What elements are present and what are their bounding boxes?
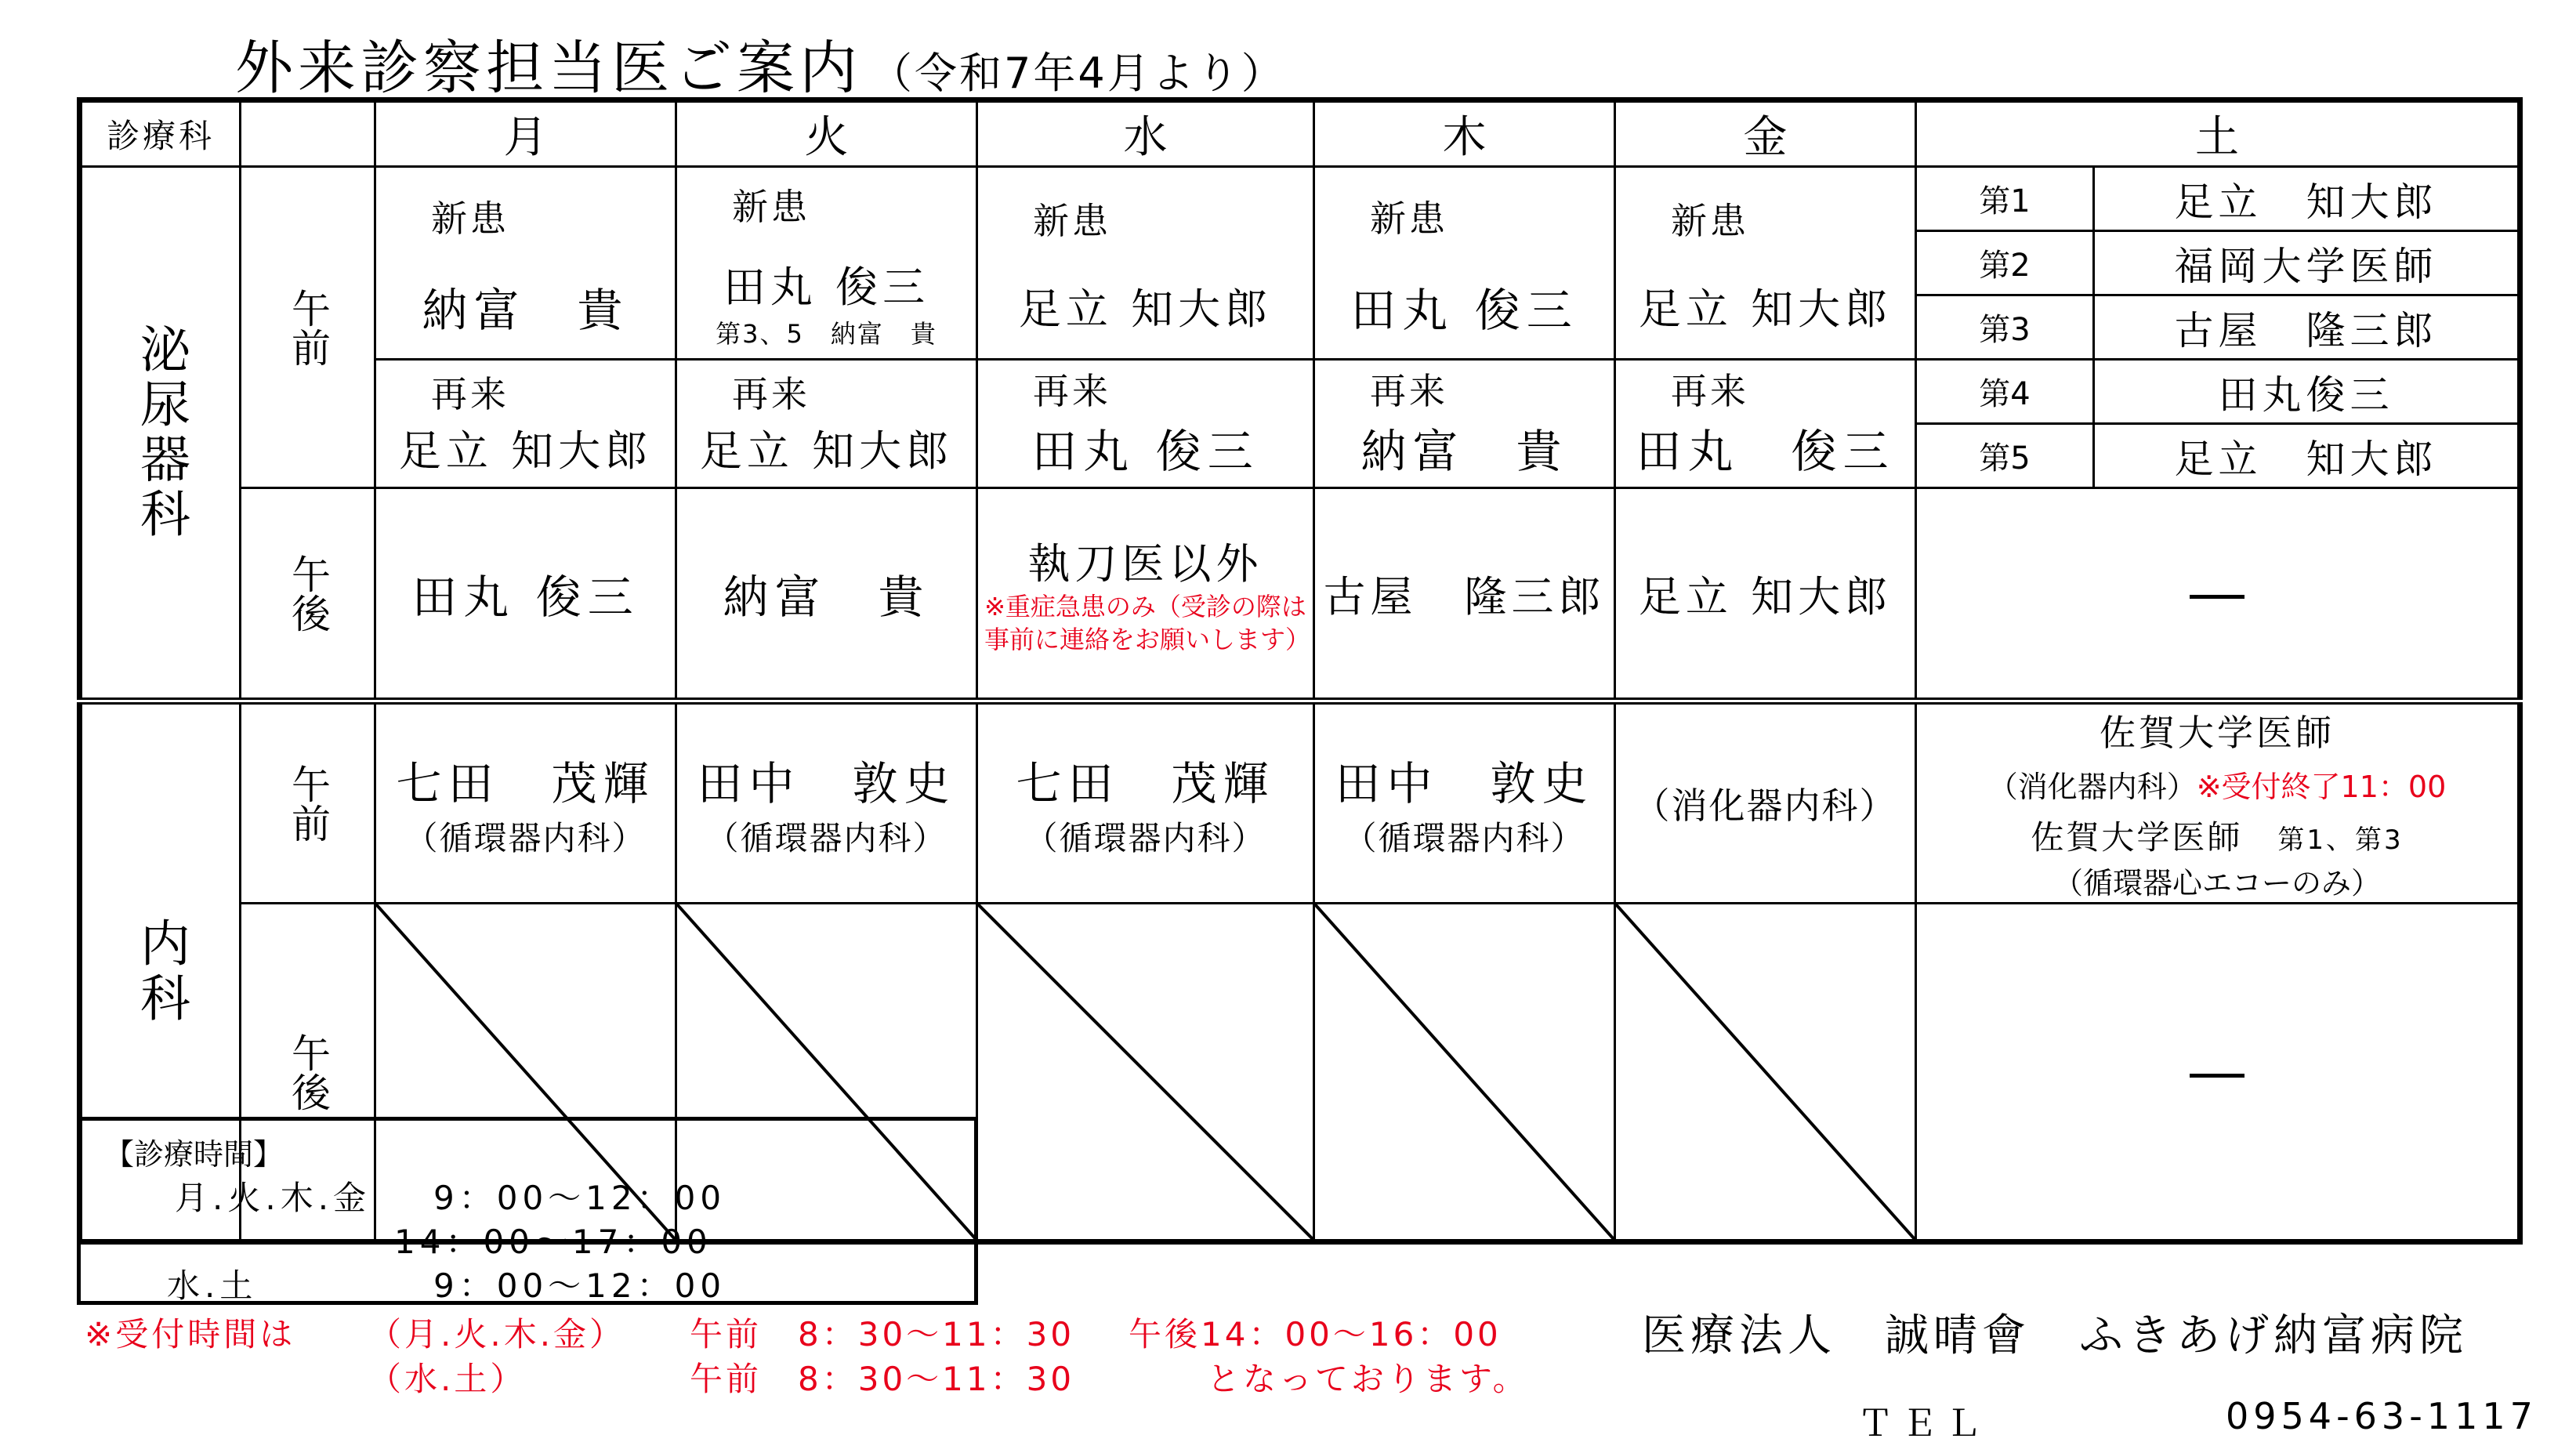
reception-days-1: （月.火.木.金） bbox=[368, 1315, 626, 1353]
internal-am-fri bbox=[1615, 701, 1916, 904]
urology-pm-mon: 田丸 俊三 bbox=[375, 488, 676, 701]
day-header-tue: 火 bbox=[676, 100, 977, 167]
reception-am-1: 午前 8：30～11：30 bbox=[690, 1315, 1075, 1353]
hours-days-1: 月.火.木.金 bbox=[175, 1179, 371, 1217]
dept-header: 診療科 bbox=[80, 100, 241, 167]
week-note: 第1、第3 bbox=[2277, 824, 2404, 856]
urology-pm-thu: 古屋 隆三郎 bbox=[1314, 488, 1615, 701]
doctor-name: 七田 茂輝 bbox=[396, 757, 655, 810]
reception-days-2: （水.土） bbox=[368, 1360, 527, 1398]
hours-time-3: 9：00～12：00 bbox=[433, 1266, 726, 1305]
period-header-blank bbox=[241, 100, 375, 167]
doctor-name: 納富 貴 bbox=[422, 283, 629, 337]
internal-am-row bbox=[80, 701, 2520, 904]
day-header-thu: 木 bbox=[1314, 100, 1615, 167]
internal-am-sat bbox=[1916, 701, 2520, 904]
specialty: （循環器心エコーのみ） bbox=[2052, 866, 2381, 900]
schedule-table bbox=[77, 97, 2523, 1245]
internal-dept-label: 内科 bbox=[132, 917, 190, 1027]
internal-pm-sat: ― bbox=[1916, 904, 2520, 1242]
urology-pm-wed bbox=[977, 488, 1314, 701]
hours-box bbox=[77, 1117, 978, 1305]
title-main: 外来診察担当医ご案内 bbox=[235, 34, 862, 102]
specialty: （循環器内科） bbox=[1024, 819, 1266, 857]
urology-am-row bbox=[80, 167, 2520, 488]
reception-label: ※受付時間は bbox=[85, 1315, 296, 1353]
urology-pm-sat: ― bbox=[1916, 488, 2520, 701]
doctor-name: 佐賀大学医師 bbox=[2031, 818, 2243, 857]
urology-dept-label: 泌尿器科 bbox=[132, 323, 190, 542]
specialty: （消化器内科） bbox=[1987, 770, 2197, 804]
diagonal-slash bbox=[1315, 904, 1614, 1239]
day-header-wed: 水 bbox=[977, 100, 1314, 167]
week-note: 第3、5 納富 貴 bbox=[716, 319, 937, 349]
sat-week-row: 第3 古屋 隆三郎 bbox=[1917, 296, 2517, 361]
tel-number: 0954-63-1117 bbox=[2226, 1395, 2538, 1437]
title-sub: （令和7年4月より） bbox=[870, 49, 1286, 98]
internal-am-tue bbox=[676, 701, 977, 904]
urology-am-sat bbox=[1916, 167, 2520, 488]
internal-am-thu bbox=[1314, 701, 1615, 904]
day-header-sat: 土 bbox=[1916, 100, 2520, 167]
internal-pm-wed bbox=[977, 904, 1314, 1242]
doctor-name: 執刀医以外 bbox=[1027, 538, 1263, 589]
doctor-name: 七田 茂輝 bbox=[1016, 757, 1275, 810]
hospital-name: 医療法人 誠晴會 ふきあげ納富病院 bbox=[1642, 1310, 2468, 1361]
reception-closing: となっております。 bbox=[1207, 1360, 1529, 1398]
doctor-name: 田丸 俊三 bbox=[1636, 425, 1895, 478]
urology-am-fri bbox=[1615, 167, 1916, 488]
sat-week-row: 第5 足立 知大郎 bbox=[1917, 425, 2517, 487]
specialty: （循環器内科） bbox=[1343, 819, 1585, 857]
new-patient-label: 新患 bbox=[732, 186, 810, 228]
doctor-name: 田丸 俊三 bbox=[1031, 425, 1259, 478]
reception-pm-1: 午後14：00～16：00 bbox=[1129, 1315, 1502, 1353]
return-patient-label: 再来 bbox=[1671, 370, 1749, 412]
urology-pm-label: 午後 bbox=[241, 488, 375, 701]
internal-pm-fri bbox=[1615, 904, 1916, 1242]
doctor-name: 古屋 隆三郎 bbox=[2174, 307, 2438, 353]
urology-dept-cell bbox=[80, 167, 241, 701]
return-patient-label: 再来 bbox=[1370, 370, 1448, 412]
doctor-name: 足立 知大郎 bbox=[1018, 284, 1273, 334]
sat-week-row: 第2 福岡大学医師 bbox=[1917, 232, 2517, 296]
hours-time-1: 9：00～12：00 bbox=[433, 1179, 726, 1217]
urology-pm-tue: 納富 貴 bbox=[676, 488, 977, 701]
doctor-name: 足立 知大郎 bbox=[2174, 179, 2438, 225]
internal-am-wed bbox=[977, 701, 1314, 904]
diagonal-slash bbox=[978, 904, 1313, 1239]
return-patient-label: 再来 bbox=[1033, 370, 1111, 412]
internal-pm-label: 午後 bbox=[241, 904, 375, 1242]
specialty: （消化器内科） bbox=[1633, 784, 1897, 827]
doctor-name: 田中 敦史 bbox=[1335, 757, 1594, 810]
urology-am-label: 午前 bbox=[241, 167, 375, 488]
hours-days-2: 水.土 bbox=[167, 1266, 258, 1305]
doctor-name: 田中 敦史 bbox=[697, 757, 956, 810]
doctor-name: 足立 知大郎 bbox=[699, 426, 954, 476]
urology-am-tue bbox=[676, 167, 977, 488]
doctor-name: 田丸 俊三 bbox=[1350, 283, 1578, 337]
urology-am-mon bbox=[375, 167, 676, 488]
sat-week-row: 第4 田丸俊三 bbox=[1917, 361, 2517, 425]
doctor-name: 田丸俊三 bbox=[2218, 371, 2394, 418]
page-title bbox=[235, 22, 1286, 105]
doctor-name: 足立 知大郎 bbox=[398, 426, 653, 476]
specialty: （循環器内科） bbox=[404, 819, 647, 857]
doctor-name: 田丸 俊三 bbox=[723, 263, 930, 312]
doctor-name: 足立 知大郎 bbox=[1638, 284, 1893, 334]
doctor-name: 福岡大学医師 bbox=[2174, 243, 2438, 289]
new-patient-label: 新患 bbox=[1671, 200, 1749, 242]
doctor-name: 納富 貴 bbox=[1360, 425, 1568, 478]
reception-end-note: ※受付終了11：00 bbox=[2196, 770, 2447, 804]
header-row bbox=[80, 100, 2520, 167]
emergency-note: ※重症急患のみ（受診の際は事前に連絡をお願いします） bbox=[984, 591, 1311, 654]
doctor-name: 佐賀大学医師 bbox=[2100, 712, 2335, 754]
new-patient-label: 新患 bbox=[1033, 200, 1111, 242]
urology-pm-row bbox=[80, 488, 2520, 701]
new-patient-label: 新患 bbox=[431, 197, 509, 240]
hours-title: 【診療時間】 bbox=[104, 1137, 284, 1172]
diagonal-slash bbox=[1616, 904, 1915, 1239]
urology-am-thu bbox=[1314, 167, 1615, 488]
new-patient-label: 新患 bbox=[1370, 197, 1448, 240]
day-header-mon: 月 bbox=[375, 100, 676, 167]
tel-label: ＴＥＬ bbox=[1857, 1402, 1989, 1444]
internal-pm-thu bbox=[1314, 904, 1615, 1242]
internal-am-mon bbox=[375, 701, 676, 904]
return-patient-label: 再来 bbox=[431, 372, 509, 415]
urology-am-wed bbox=[977, 167, 1314, 488]
doctor-name: 足立 知大郎 bbox=[2174, 436, 2438, 482]
internal-am-label: 午前 bbox=[241, 701, 375, 904]
reception-am-2: 午前 8：30～11：30 bbox=[690, 1360, 1075, 1398]
return-patient-label: 再来 bbox=[732, 372, 810, 415]
urology-pm-fri: 足立 知大郎 bbox=[1615, 488, 1916, 701]
day-header-fri: 金 bbox=[1615, 100, 1916, 167]
sat-week-row: 第1 足立 知大郎 bbox=[1917, 168, 2517, 232]
specialty: （循環器内科） bbox=[705, 819, 947, 857]
hours-time-2: 14：00～17：00 bbox=[394, 1223, 712, 1261]
